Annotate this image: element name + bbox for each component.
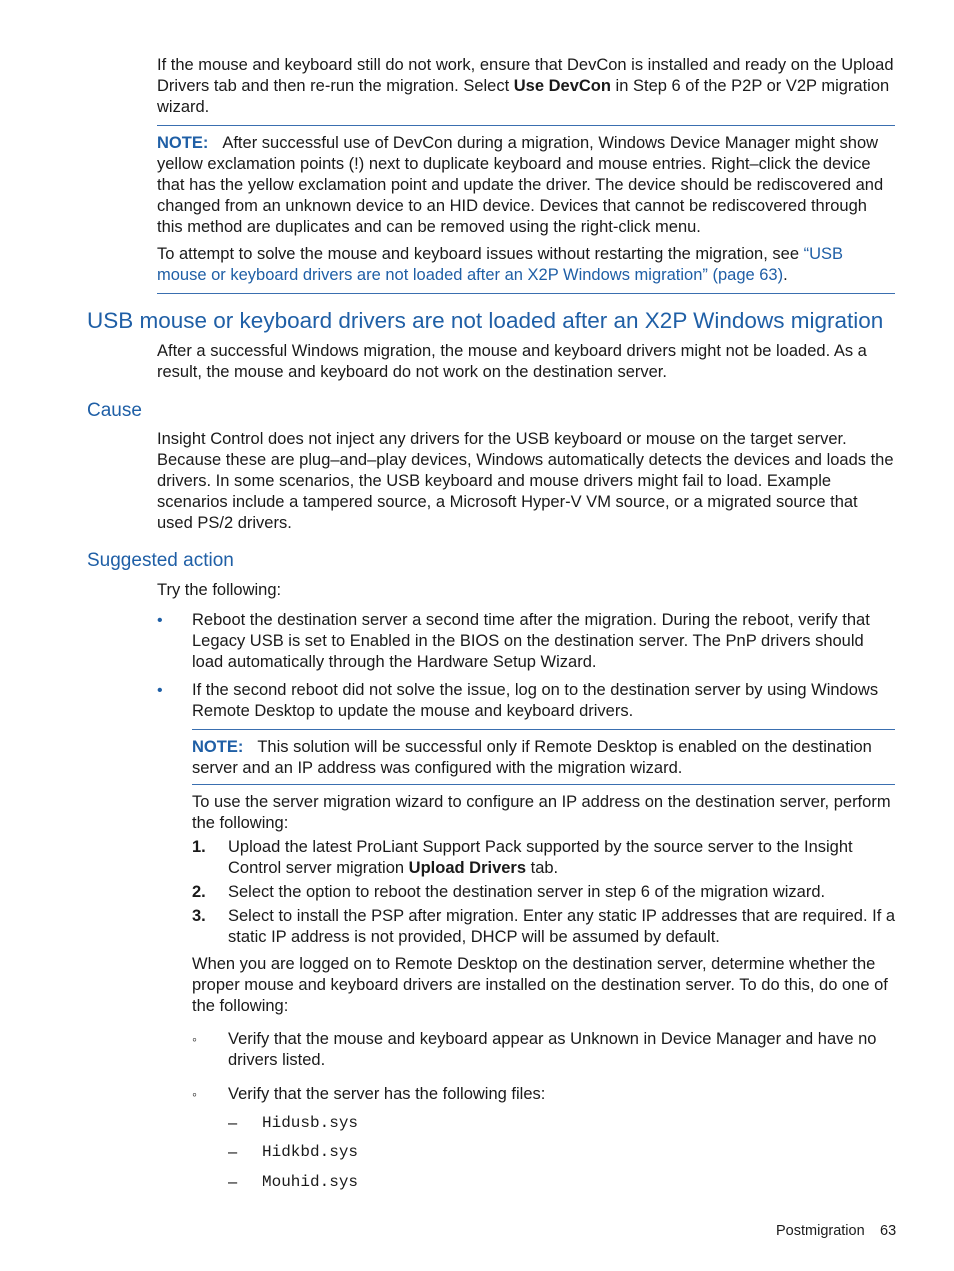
section-heading: USB mouse or keyboard drivers are not loaded after an X2P Windows migration (87, 308, 884, 333)
cause-heading: Cause (87, 400, 142, 421)
dash-marker: – (228, 1114, 238, 1132)
note-top-rule (157, 125, 895, 126)
try-following-text: Try the following: (157, 581, 282, 599)
step-item: Upload the latest ProLiant Support Pack supported by the source server to the Insight Control server migration Upload Drivers tab. (228, 838, 853, 877)
file-name: Hidusb.sys (262, 1114, 359, 1132)
dash-marker: – (228, 1143, 238, 1161)
note-label: NOTE: (192, 738, 244, 756)
step-number: 1. (192, 838, 206, 856)
remote-desktop-paragraph: When you are logged on to Remote Desktop on the destination server, determine whether the proper mouse and keyboard drivers are installed on the destination server. To do this, do one of the following: (192, 955, 888, 1015)
file-name: Mouhid.sys (262, 1173, 359, 1191)
file-name: Hidkbd.sys (262, 1143, 359, 1161)
note-bottom-rule (192, 784, 895, 785)
bullet-marker: • (157, 612, 163, 629)
steps-intro: To use the server migration wizard to configure an IP address on the destination server, perform the following: (192, 793, 891, 832)
section-cross-reference-link[interactable]: “USB mouse or keyboard drivers are not loaded after an X2P Windows migration” (page 63) (157, 245, 844, 284)
sub-item-verify-files: Verify that the server has the following files: (228, 1085, 546, 1103)
step-item: Select to install the PSP after migration. Enter any static IP addresses that are required. If a static IP address is not provided, DHCP will be assumed by default. (228, 907, 896, 946)
intro-paragraph: If the mouse and keyboard still do not work, ensure that DevCon is installed and ready on the Upload Drivers tab and then re-run the migration. Select Use DevCon in Step 6 of the P2P or V2P migration wizard. (157, 56, 894, 116)
use-devcon-term: Use DevCon (513, 77, 611, 95)
cause-paragraph: Insight Control does not inject any drivers for the USB keyboard or mouse on the target server. Because these are plug–and–play devices, Windows automatically detects the devices and loads the drivers. In some scenarios, the USB keyboard and mouse drivers might fail to load. Example scenarios include a tampered source, a Microsoft Hyper-V VM source, or a migrated source that used PS/2 drivers. (157, 430, 894, 532)
bullet-item-reboot: Reboot the destination server a second time after the migration. During the reboot, verify that Legacy USB is set to Enabled in the BIOS on the destination server. The PnP drivers should load automatically through the Hardware Setup Wizard. (192, 611, 870, 671)
note-devcon: NOTE: After successful use of DevCon during a migration, Windows Device Manager might show yellow exclamation points (!) next to duplicate keyboard and mouse entries. Right–click the device that has the yellow exclamation point and update the driver. The device should be rediscovered and changed from an unknown device to an HID device. Devices that cannot be rediscovered through this method are duplicates and can be removed using the right-click menu. (157, 134, 884, 236)
bullet-item-remote-desktop: If the second reboot did not solve the issue, log on to the destination server by using Windows Remote Desktop to update the mouse and keyboard drivers. (192, 681, 879, 720)
suggested-action-heading: Suggested action (87, 550, 234, 571)
sub-item-verify-unknown: Verify that the mouse and keyboard appear as Unknown in Device Manager and have no drivers listed. (228, 1030, 877, 1069)
page-number: 63 (880, 1223, 897, 1239)
note-top-rule (192, 729, 895, 730)
footer-section-name: Postmigration (776, 1223, 865, 1239)
circle-marker: ◦ (192, 1086, 197, 1102)
note-devcon-reference: To attempt to solve the mouse and keyboard issues without restarting the migration, see “USB mouse or keyboard drivers are not loaded after an X2P Windows migration” (page 63). (157, 245, 844, 284)
section-paragraph: After a successful Windows migration, the mouse and keyboard drivers might not be loaded. As a result, the mouse and keyboard do not work on the destination server. (157, 342, 867, 381)
step-number: 3. (192, 907, 206, 925)
bullet-marker: • (157, 682, 163, 699)
step-item: Select the option to reboot the destination server in step 6 of the migration wizard. (228, 883, 826, 901)
upload-drivers-term: Upload Drivers (408, 859, 527, 877)
note-label: NOTE: (157, 134, 209, 152)
dash-marker: – (228, 1173, 238, 1191)
note-bottom-rule (157, 293, 895, 294)
note-remote-desktop: NOTE: This solution will be successful only if Remote Desktop is enabled on the destination server and an IP address was configured with the migration wizard. (192, 738, 872, 777)
circle-marker: ◦ (192, 1031, 197, 1047)
step-number: 2. (192, 883, 206, 901)
